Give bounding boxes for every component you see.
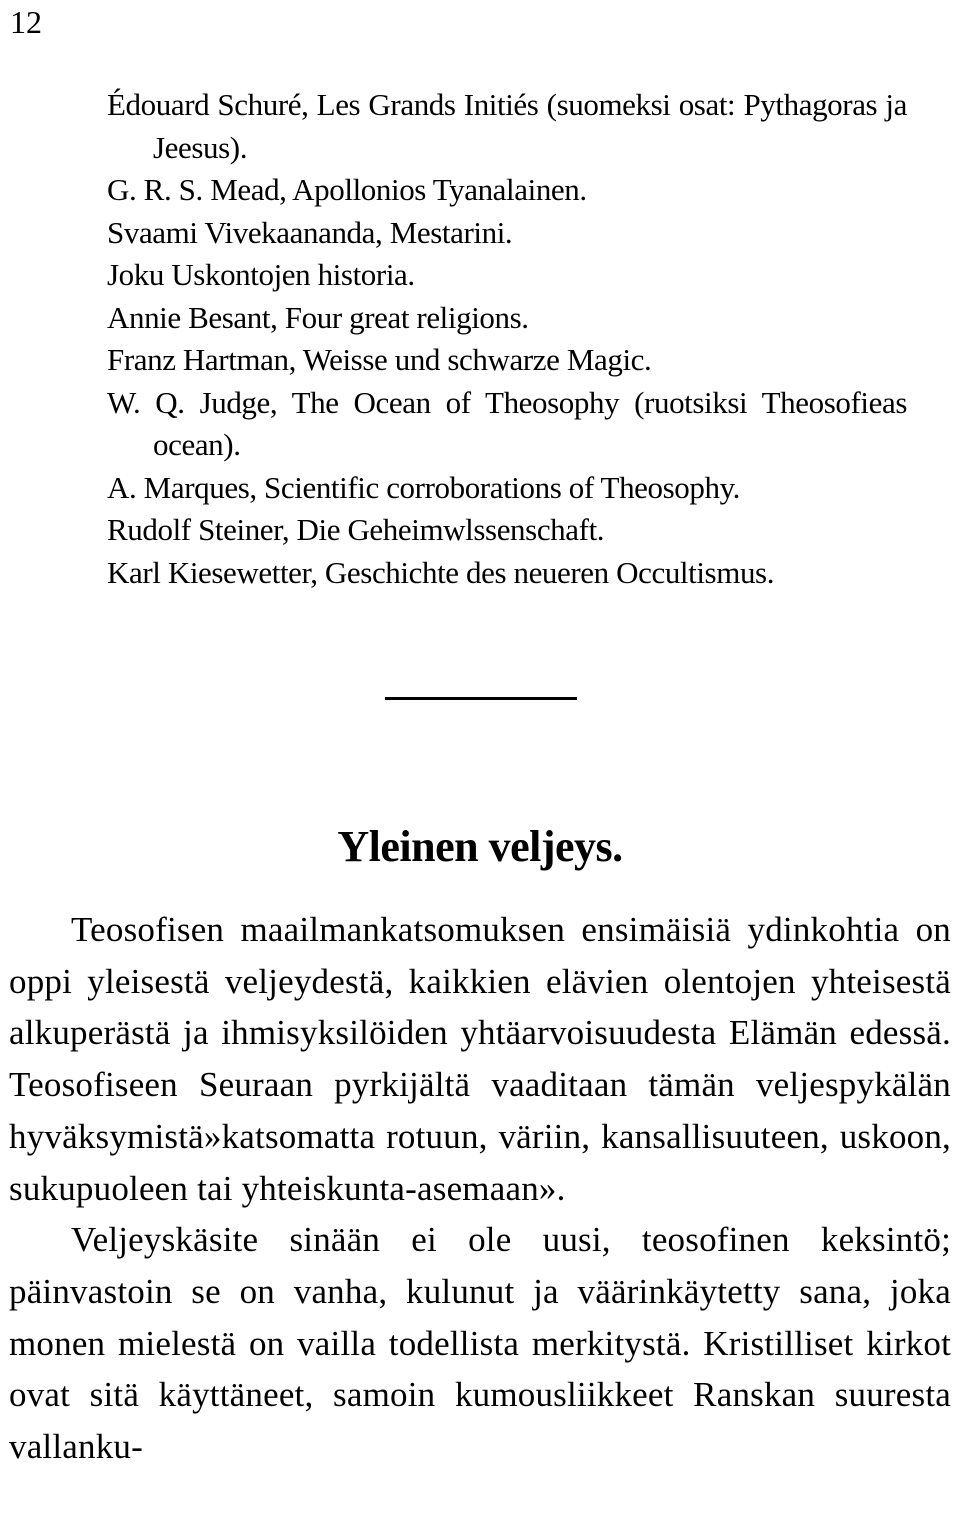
section-heading: Yleinen veljeys. xyxy=(337,822,623,871)
section-body xyxy=(9,904,951,1473)
bibliography-entry: Édouard Schuré, Les Grands Initiés (suomeksi osat: Pythagoras ja Jeesus). xyxy=(107,87,907,165)
bibliography-entry: A. Marques, Scientific corroborations of Theosophy. xyxy=(107,469,741,505)
body-paragraph: Teosofisen maailmankatsomuksen ensimäisiä ydinkohtia on oppi yleisestä veljeydestä, kaikkien elävien olentojen yhteisestä alkuperästä ja ihmisyksilöiden yhtäarvoisuudesta Elämän edessä. Teosofiseen Seuraan pyrkijältä vaaditaan tämän veljespykälän hyväksymistä»katsomatta rotuun, väriin, kansallisuuteen, uskoon, sukupuoleen tai yhteiskunta-asemaan». xyxy=(9,910,951,1208)
bibliography-entry: G. R. S. Mead, Apollonios Tyanalainen. xyxy=(107,172,587,207)
bibliography-entry: Svaami Vivekaananda, Mestarini. xyxy=(107,214,513,250)
bibliography-entry: Franz Hartman, Weisse und schwarze Magic. xyxy=(107,342,652,377)
bibliography-list xyxy=(107,84,907,594)
section-divider xyxy=(385,697,577,700)
bibliography-entry: Karl Kiesewetter, Geschichte des neueren Occultismus. xyxy=(107,554,775,590)
bibliography-entry: Joku Uskontojen historia. xyxy=(107,257,415,292)
bibliography-entry: Annie Besant, Four great religions. xyxy=(107,299,529,335)
bibliography-entry: W. Q. Judge, The Ocean of Theosophy (ruotsiksi Theosofieas ocean). xyxy=(107,384,907,462)
bibliography-entry: Rudolf Steiner, Die Geheimwlssenschaft. xyxy=(107,512,605,547)
body-paragraph: Veljeyskäsite sinään ei ole uusi, teosofinen keksintö; päinvastoin se on vanha, kulunut ja väärinkäytetty sana, joka monen mielestä on vailla todellista merkitystä. Kristilliset kirkot ovat sitä käyttäneet, samoin kumousliikkeet Ranskan suuresta vallanku- xyxy=(9,1220,951,1467)
page-number: 12 xyxy=(10,4,42,40)
